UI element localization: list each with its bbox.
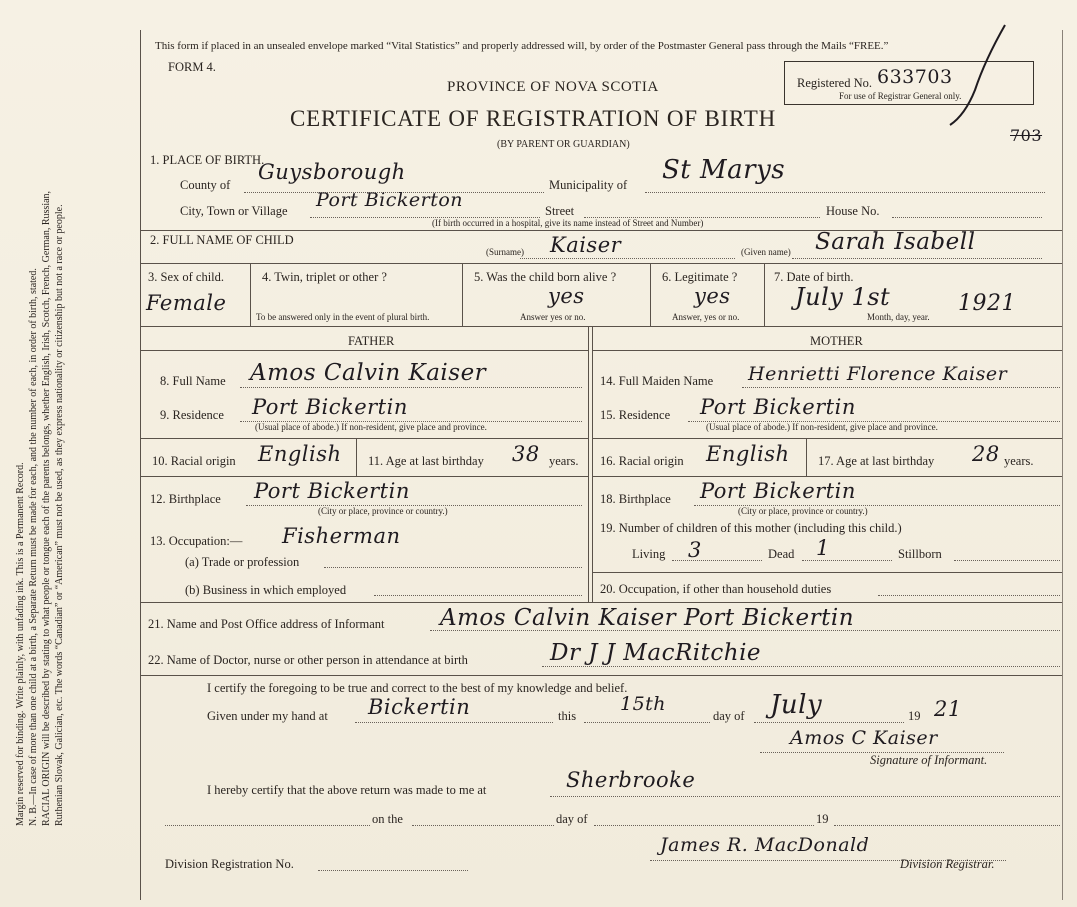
doctor-value: Dr J J MacRitchie bbox=[550, 640, 762, 666]
sex-label: 3. Sex of child. bbox=[148, 270, 225, 284]
hospital-note: (If birth occurred in a hospital, give its name instead of Street and Number) bbox=[432, 218, 704, 228]
year-prefix: 19 bbox=[908, 709, 921, 723]
street-label: Street bbox=[545, 204, 575, 218]
legitimate-note: Answer, yes or no. bbox=[672, 312, 740, 322]
mother-birthplace-note: (City or place, province or country.) bbox=[738, 506, 868, 516]
postal-notice: This form if placed in an unsealed envelope marked “Vital Statistics” and properly addressed will, by order of the Postmaster General pass through the Mails “FREE.” bbox=[155, 40, 889, 52]
surname-label: (Surname) bbox=[486, 247, 524, 257]
mother-age-value: 28 bbox=[972, 442, 1000, 466]
given-month-value: July bbox=[770, 690, 823, 720]
father-name-label: 8. Full Name bbox=[160, 374, 226, 388]
county-value: Guysborough bbox=[258, 160, 406, 184]
city-label: City, Town or Village bbox=[180, 204, 288, 218]
father-residence-value: Port Bickertin bbox=[252, 395, 408, 419]
informant-label: 21. Name and Post Office address of Informant bbox=[148, 617, 385, 631]
certify-text: I certify the foregoing to be true and correct to the best of my knowledge and belief. bbox=[207, 681, 628, 695]
father-occupation-value: Fisherman bbox=[282, 524, 401, 548]
city-value: Port Bickerton bbox=[316, 189, 464, 211]
birth-date-label: 7. Date of birth. bbox=[774, 270, 854, 284]
mother-residence-value: Port Bickertin bbox=[700, 395, 856, 419]
house-label: House No. bbox=[826, 204, 880, 218]
margin-line-2: N. B.—In case of more than one child at a birth, a Separate Return must be made for each, and the number of each, in order of birth, stated. bbox=[28, 268, 39, 826]
children-count-label: 19. Number of children of this mother (including this child.) bbox=[600, 521, 902, 535]
given-day-value: 15th bbox=[620, 693, 667, 715]
given-name-label: (Given name) bbox=[741, 247, 791, 257]
mother-residence-note: (Usual place of abode.) If non-resident, give place and province. bbox=[706, 422, 938, 432]
father-birthplace-note: (City or place, province or country.) bbox=[318, 506, 448, 516]
mother-occupation-label: 20. Occupation, if other than household duties bbox=[600, 582, 832, 596]
municipality-label: Municipality of bbox=[549, 178, 628, 192]
division-registrar-label: Division Registrar. bbox=[900, 857, 995, 871]
registrar-place-value: Sherbrooke bbox=[566, 768, 696, 792]
margin-notes bbox=[14, 66, 66, 826]
business-label: (b) Business in which employed bbox=[185, 583, 347, 597]
registrar-text: I hereby certify that the above return was made to me at bbox=[207, 783, 487, 797]
birth-date-note: Month, day, year. bbox=[867, 312, 930, 322]
informant-signature-label: Signature of Informant. bbox=[870, 753, 988, 767]
certificate-title: CERTIFICATE OF REGISTRATION OF BIRTH bbox=[290, 106, 777, 131]
mother-name-label: 14. Full Maiden Name bbox=[600, 374, 714, 388]
registrar-year-prefix: 19 bbox=[816, 812, 829, 826]
father-heading: FATHER bbox=[348, 334, 395, 348]
mother-heading: MOTHER bbox=[810, 334, 863, 348]
doctor-label: 22. Name of Doctor, nurse or other person in attendance at birth bbox=[148, 653, 468, 667]
child-name-label: 2. FULL NAME OF CHILD bbox=[150, 233, 294, 247]
left-border bbox=[140, 30, 141, 900]
mother-years-label: years. bbox=[1004, 454, 1034, 468]
registered-label: Registered No. bbox=[797, 76, 872, 90]
registered-number: 633703 bbox=[877, 66, 953, 88]
twin-label: 4. Twin, triplet or other ? bbox=[262, 270, 387, 284]
father-birthplace-label: 12. Birthplace bbox=[150, 492, 221, 506]
day-of-label: day of bbox=[713, 709, 745, 723]
registrar-signature: James R. MacDonald bbox=[660, 834, 870, 856]
mother-residence-label: 15. Residence bbox=[600, 408, 671, 422]
margin-line-4: Ruthenian Slovak, Galician, etc. The words “Canadian” or “American” must not be used, as they express nationality or citizenship but not a race or people. bbox=[54, 204, 65, 826]
given-name-value: Sarah Isabell bbox=[815, 229, 976, 255]
on-the-label: on the bbox=[372, 812, 403, 826]
father-residence-label: 9. Residence bbox=[160, 408, 224, 422]
given-year-value: 21 bbox=[934, 697, 962, 721]
registrar-note: For use of Registrar General only. bbox=[839, 91, 962, 101]
father-age-value: 38 bbox=[512, 442, 540, 466]
alive-note: Answer yes or no. bbox=[520, 312, 586, 322]
margin-line-3: RACIAL ORIGIN will be described by stating to what people or tongue each of the parents belongs, whether English, Irish, Scotch, French, German, Russian, bbox=[41, 190, 52, 826]
struck-number: 703 bbox=[1010, 126, 1043, 145]
this-label: this bbox=[558, 709, 577, 723]
birth-date-value: July 1st bbox=[795, 283, 891, 311]
form-number: FORM 4. bbox=[168, 60, 216, 74]
municipality-value: St Marys bbox=[662, 155, 786, 185]
mother-racial-value: English bbox=[706, 442, 790, 466]
margin-line-1: Margin reserved for binding. Write plainly, with unfading ink. This is a Permanent Record. bbox=[15, 462, 26, 826]
sex-value: Female bbox=[146, 291, 227, 315]
living-label: Living bbox=[632, 547, 666, 561]
given-under-label: Given under my hand at bbox=[207, 709, 328, 723]
informant-value: Amos Calvin Kaiser Port Bickertin bbox=[440, 605, 855, 631]
mother-birthplace-value: Port Bickertin bbox=[700, 479, 856, 503]
surname-value: Kaiser bbox=[550, 233, 622, 257]
father-racial-value: English bbox=[258, 442, 342, 466]
mother-racial-label: 16. Racial origin bbox=[600, 454, 684, 468]
living-value: 3 bbox=[688, 538, 702, 562]
certificate-subtitle: (BY PARENT OR GUARDIAN) bbox=[497, 139, 630, 150]
father-years-label: years. bbox=[549, 454, 579, 468]
mother-name-value: Henrietti Florence Kaiser bbox=[748, 363, 1008, 385]
place-heading: 1. PLACE OF BIRTH. bbox=[150, 153, 265, 167]
trade-label: (a) Trade or profession bbox=[185, 555, 300, 569]
alive-value: yes bbox=[548, 284, 585, 308]
mother-birthplace-label: 18. Birthplace bbox=[600, 492, 671, 506]
father-birthplace-value: Port Bickertin bbox=[254, 479, 410, 503]
father-racial-label: 10. Racial origin bbox=[152, 454, 236, 468]
informant-signature: Amos C Kaiser bbox=[790, 727, 938, 749]
father-occupation-label: 13. Occupation:— bbox=[150, 534, 243, 548]
father-name-value: Amos Calvin Kaiser bbox=[250, 360, 487, 386]
stillborn-label: Stillborn bbox=[898, 547, 942, 561]
legitimate-label: 6. Legitimate ? bbox=[662, 270, 738, 284]
division-registration-label: Division Registration No. bbox=[165, 857, 294, 871]
dead-label: Dead bbox=[768, 547, 795, 561]
province-heading: PROVINCE OF NOVA SCOTIA bbox=[447, 79, 659, 95]
father-age-label: 11. Age at last birthday bbox=[368, 454, 484, 468]
right-border bbox=[1062, 30, 1063, 900]
alive-label: 5. Was the child born alive ? bbox=[474, 270, 617, 284]
registrar-pen-stroke bbox=[945, 20, 1015, 130]
birth-year-value: 1921 bbox=[958, 291, 1016, 316]
dead-value: 1 bbox=[816, 536, 830, 560]
registrar-day-of-label: day of bbox=[556, 812, 588, 826]
mother-age-label: 17. Age at last birthday bbox=[818, 454, 935, 468]
father-residence-note: (Usual place of abode.) If non-resident, give place and province. bbox=[255, 422, 487, 432]
legitimate-value: yes bbox=[694, 284, 731, 308]
given-place-value: Bickertin bbox=[368, 695, 471, 719]
county-label: County of bbox=[180, 178, 231, 192]
twin-note: To be answered only in the event of plural birth. bbox=[256, 312, 430, 322]
